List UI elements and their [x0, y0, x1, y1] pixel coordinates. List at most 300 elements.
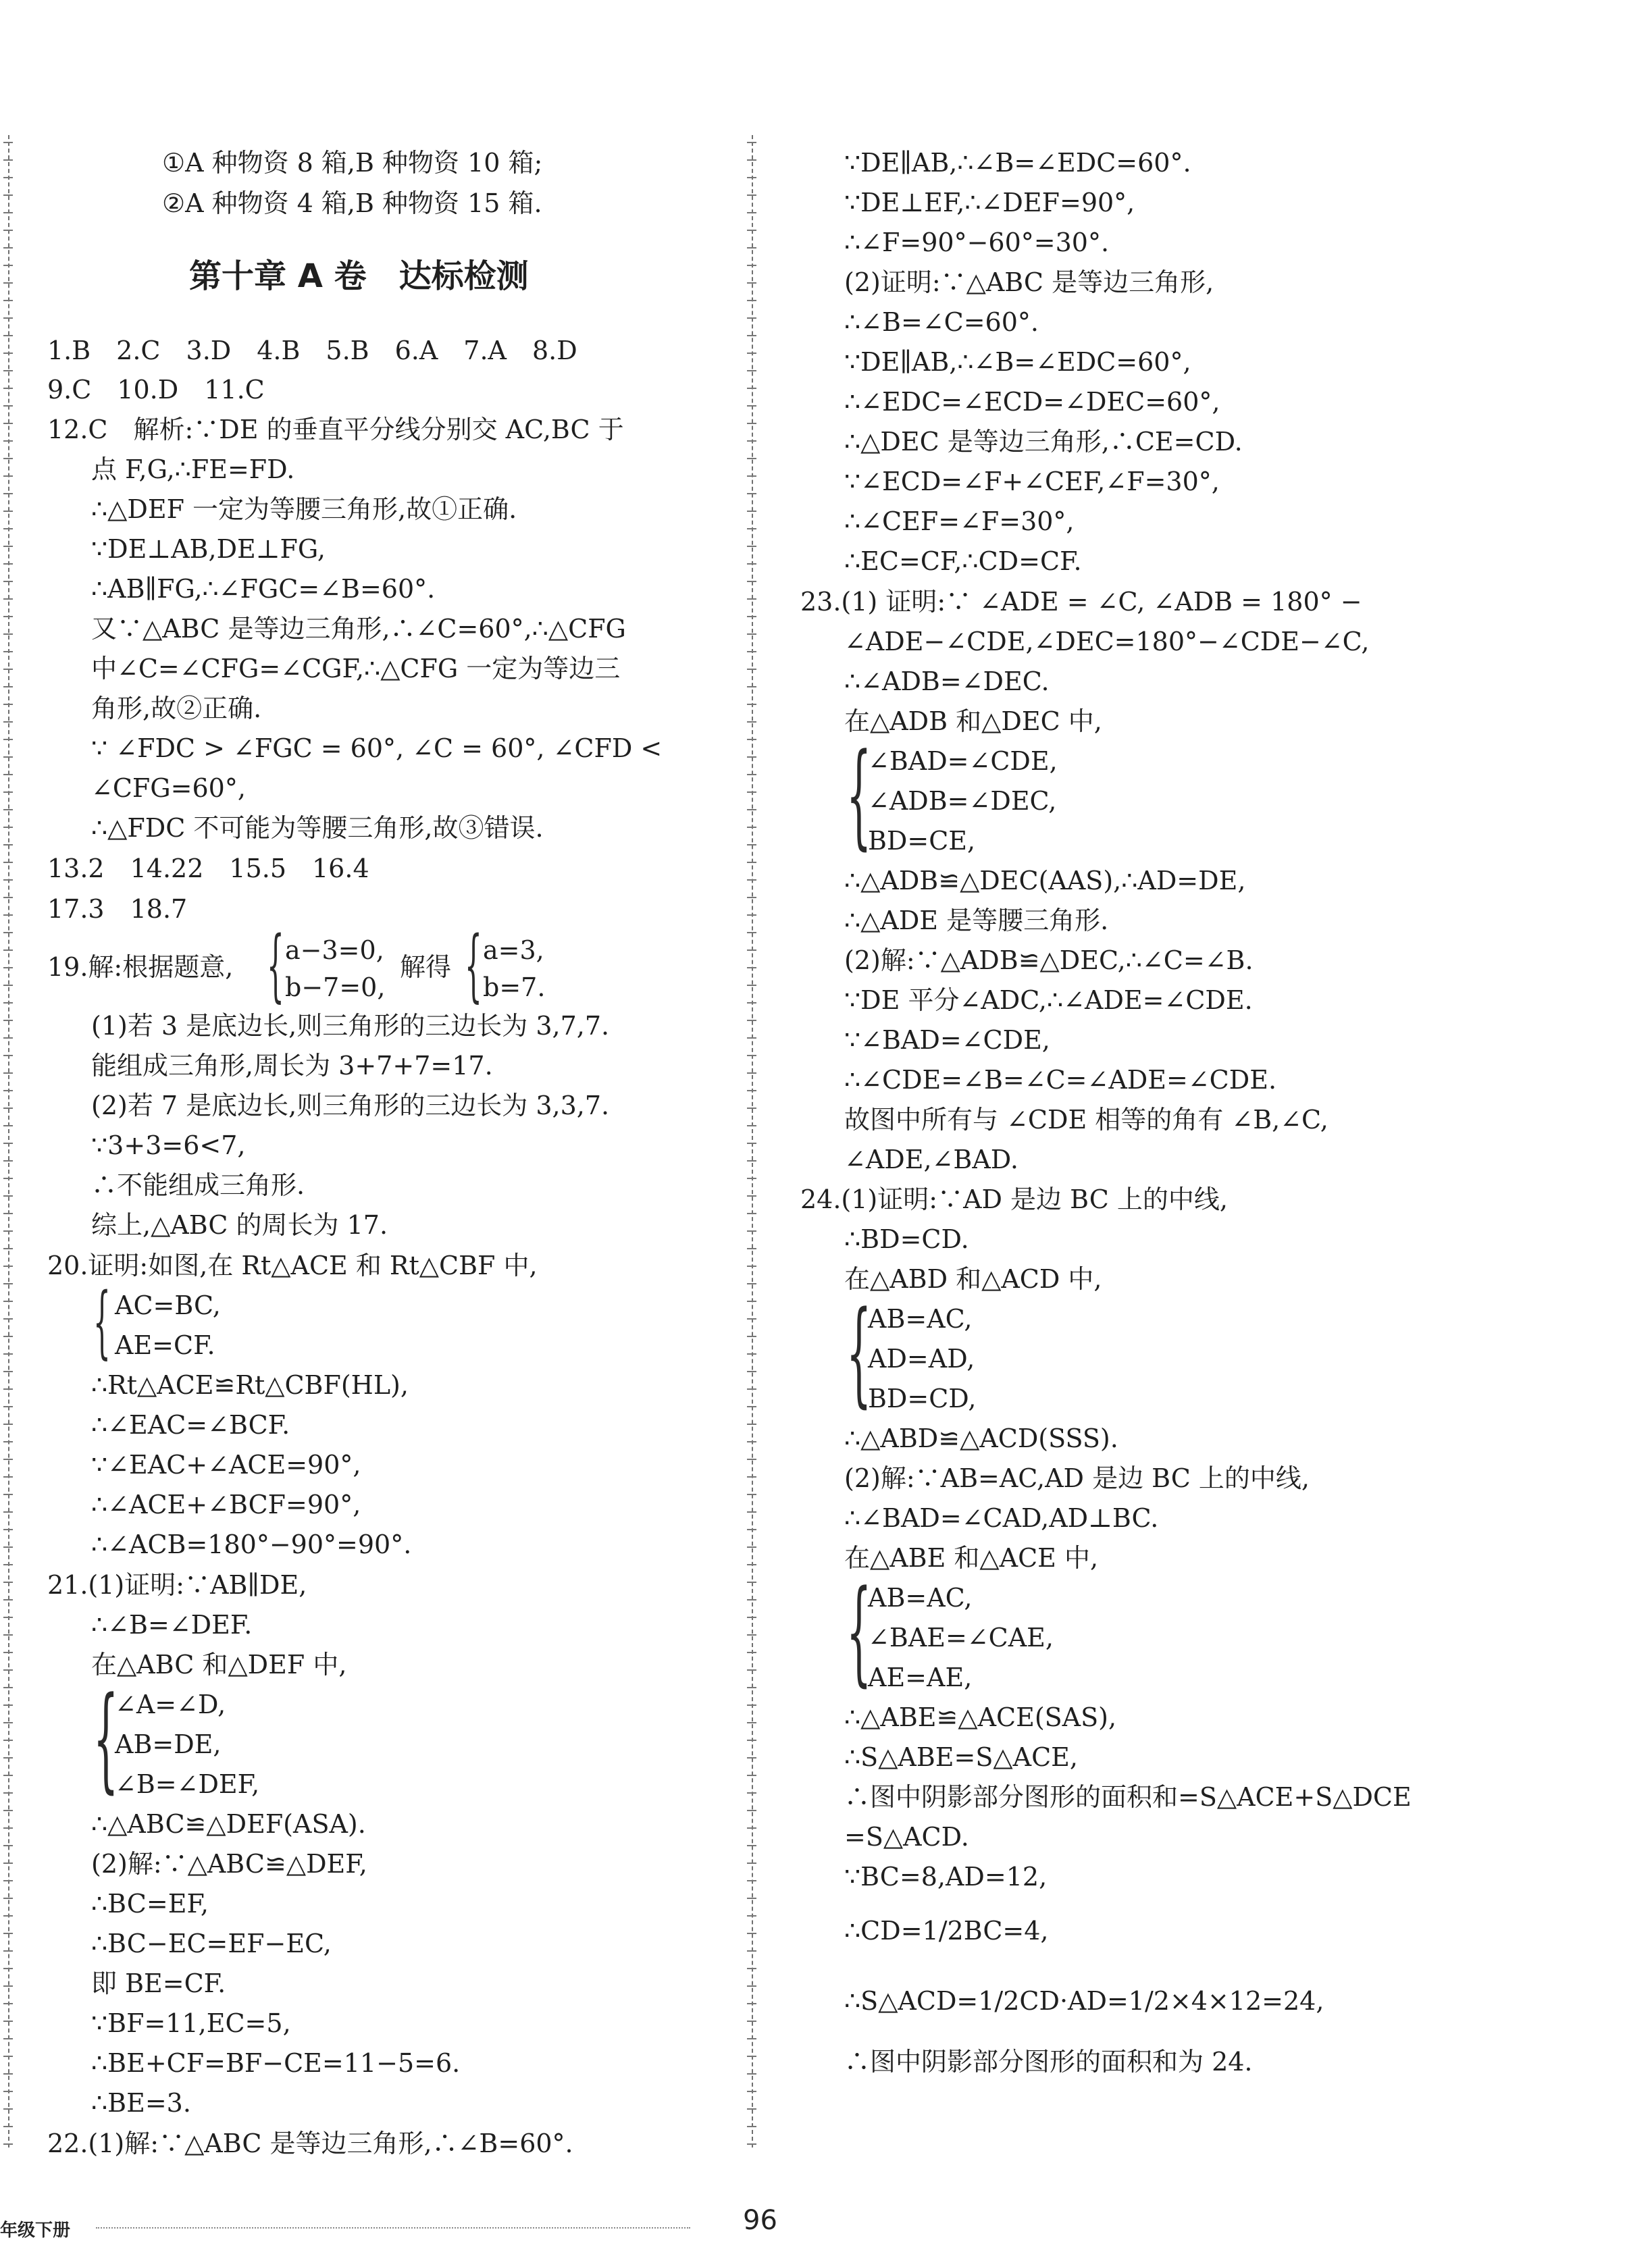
binding-tick-mark: [747, 2038, 756, 2039]
binding-tick-mark: [3, 2021, 13, 2022]
binding-tick-mark: [3, 669, 13, 670]
binding-tick-mark: [3, 1546, 13, 1548]
binding-tick-mark: [747, 1037, 756, 1039]
footer-dotted-rule: [96, 2227, 690, 2229]
binding-tick-mark: [747, 704, 756, 705]
binding-tick-mark: [747, 2003, 756, 2004]
binding-tick-mark: [3, 932, 13, 933]
system-equation: ∠BAD=∠CDE,: [868, 746, 1058, 776]
text-line: ∵∠ECD=∠F+∠CEF,∠F=30°,: [844, 467, 1220, 496]
binding-tick-mark: [747, 458, 756, 459]
binding-tick-mark: [3, 1125, 13, 1126]
binding-tick-mark: [3, 791, 13, 793]
binding-tick-mark: [747, 1757, 756, 1759]
binding-tick-mark: [3, 1459, 13, 1460]
binding-tick-mark: [747, 1459, 756, 1460]
binding-tick-mark: [747, 177, 756, 178]
binding-tick-mark: [747, 2056, 756, 2057]
text-line: 即 BE=CF.: [91, 1969, 226, 1998]
system-equation: AC=BC,: [115, 1291, 221, 1320]
system-equation: a=3,: [483, 935, 544, 965]
binding-tick-mark: [747, 1195, 756, 1197]
binding-tick-mark: [3, 1424, 13, 1425]
binding-tick-mark: [747, 159, 756, 161]
binding-tick-mark: [3, 2073, 13, 2075]
binding-tick-mark: [3, 1582, 13, 1583]
text-line: ∴△ABD≌△ACD(SSS).: [844, 1424, 1118, 1453]
binding-tick-mark: [3, 2056, 13, 2057]
binding-tick-mark: [3, 914, 13, 916]
text-line: ∴△DEF 一定为等腰三角形,故①正确.: [91, 494, 517, 524]
binding-tick-mark: [747, 423, 756, 424]
binding-tick-mark: [747, 1564, 756, 1565]
binding-tick-mark: [747, 598, 756, 600]
system-equation: ∠B=∠DEF,: [115, 1769, 260, 1799]
binding-tick-mark: [747, 827, 756, 828]
binding-tick-mark: [3, 581, 13, 582]
binding-tick-mark: [747, 1985, 756, 1987]
binding-tick-mark: [747, 616, 756, 617]
text-line: ∴△FDC 不可能为等腰三角形,故③错误.: [91, 813, 544, 843]
binding-tick-mark: [3, 1336, 13, 1337]
binding-tick-mark: [3, 1915, 13, 1917]
text-line: ∴BE=3.: [91, 2088, 191, 2118]
binding-tick-mark: [747, 142, 756, 143]
binding-tick-mark: [3, 212, 13, 213]
binding-tick-mark: [747, 879, 756, 881]
binding-tick-mark: [3, 721, 13, 723]
binding-tick-mark: [3, 528, 13, 529]
binding-tick-mark: [3, 1968, 13, 1969]
binding-tick-mark: [747, 721, 756, 723]
text-line: 1.B 2.C 3.D 4.B 5.B 6.A 7.A 8.D: [47, 336, 577, 365]
binding-tick-mark: [3, 159, 13, 161]
text-line: ∴△ABC≌△DEF(ASA).: [91, 1809, 366, 1839]
left-brace: {: [93, 1672, 119, 1804]
binding-tick-mark: [3, 1740, 13, 1741]
binding-tick-mark: [747, 1371, 756, 1372]
binding-tick-mark: [747, 1582, 756, 1583]
binding-tick-mark: [3, 1599, 13, 1600]
text-line: 在△ABD 和△ACD 中,: [844, 1264, 1102, 1294]
binding-tick-mark: [3, 1090, 13, 1091]
system-equation: BD=CE,: [868, 826, 976, 856]
binding-tick-mark: [3, 2143, 13, 2145]
binding-tick-mark: [747, 511, 756, 512]
binding-tick-mark: [747, 1248, 756, 1249]
binding-tick-mark: [3, 493, 13, 494]
binding-tick-mark: [3, 265, 13, 266]
binding-tick-mark: [3, 440, 13, 442]
binding-tick-mark: [747, 1090, 756, 1091]
text-line: 中∠C=∠CFG=∠CGF,∴△CFG 一定为等边三: [91, 654, 621, 683]
text-line: ∴△DEC 是等边三角形,∴CE=CD.: [844, 427, 1243, 457]
binding-tick-mark: [747, 1160, 756, 1162]
binding-tick-mark: [3, 1863, 13, 1864]
binding-tick-mark: [747, 1880, 756, 1881]
binding-tick-mark: [747, 862, 756, 863]
binding-tick-mark: [3, 616, 13, 617]
binding-tick-mark: [3, 598, 13, 600]
binding-tick-mark: [747, 475, 756, 477]
text-line: ∴∠EAC=∠BCF.: [91, 1410, 290, 1440]
binding-tick-mark: [747, 247, 756, 249]
binding-tick-mark: [747, 1968, 756, 1969]
binding-tick-mark: [3, 844, 13, 845]
binding-tick-mark: [747, 1687, 756, 1688]
binding-tick-mark: [747, 1546, 756, 1548]
binding-tick-mark: [747, 563, 756, 565]
binding-tick-mark: [747, 1336, 756, 1337]
binding-tick-mark: [3, 1827, 13, 1829]
binding-tick-mark: [3, 458, 13, 459]
binding-tick-mark: [3, 194, 13, 196]
text-line: 在△ADB 和△DEC 中,: [844, 706, 1102, 736]
binding-tick-mark: [747, 1740, 756, 1741]
text-line: ∵∠BAD=∠CDE,: [844, 1025, 1050, 1055]
text-line: ②A 种物资 4 箱,B 种物资 15 箱.: [162, 188, 542, 218]
binding-tick-mark: [747, 1388, 756, 1390]
binding-tick-mark: [747, 1283, 756, 1284]
text-line: 解得: [400, 952, 452, 982]
binding-tick-mark: [3, 985, 13, 986]
binding-tick-mark: [3, 1353, 13, 1355]
binding-tick-mark: [747, 1002, 756, 1004]
binding-tick-mark: [3, 827, 13, 828]
system-equation: AD=AD,: [868, 1344, 975, 1374]
text-line: (1)若 3 是底边长,则三角形的三边长为 3,7,7.: [91, 1011, 610, 1041]
binding-tick-mark: [3, 1160, 13, 1162]
page-number: 96: [743, 2205, 777, 2236]
binding-tick-mark: [3, 1511, 13, 1513]
binding-tick-mark: [747, 686, 756, 687]
binding-tick-mark: [3, 335, 13, 336]
binding-tick-mark: [747, 2108, 756, 2110]
binding-tick-mark: [3, 1371, 13, 1372]
binding-tick-mark: [3, 1055, 13, 1056]
binding-tick-mark: [3, 1476, 13, 1478]
binding-tick-mark: [3, 511, 13, 512]
binding-tick-mark: [747, 1055, 756, 1056]
binding-tick-mark: [3, 2108, 13, 2110]
text-line: ∵∠EAC+∠ACE=90°,: [91, 1450, 361, 1480]
binding-tick-mark: [3, 1213, 13, 1214]
binding-tick-mark: [747, 493, 756, 494]
binding-tick-mark: [747, 405, 756, 407]
text-line: ∴不能组成三角形.: [91, 1170, 305, 1200]
system-equation: AB=AC,: [868, 1583, 973, 1613]
binding-tick-mark: [3, 1037, 13, 1039]
text-line: ∵DE⊥EF,∴∠DEF=90°,: [844, 188, 1135, 217]
binding-tick-mark: [3, 1722, 13, 1723]
text-line: ∴BC−EC=EF−EC,: [91, 1929, 332, 1958]
binding-tick-mark: [747, 1634, 756, 1636]
binding-tick-mark: [3, 633, 13, 635]
binding-tick-mark: [3, 1564, 13, 1565]
text-line: 13.2 14.22 15.5 16.4: [47, 854, 369, 883]
binding-tick-mark: [747, 985, 756, 986]
binding-tick-mark: [3, 230, 13, 231]
binding-tick-mark: [3, 1950, 13, 1952]
left-brace: {: [93, 1276, 111, 1368]
text-line: 17.3 18.7: [47, 894, 188, 924]
binding-tick-mark: [747, 1353, 756, 1355]
text-line: 角形,故②正确.: [91, 694, 262, 723]
binding-tick-mark: [747, 1722, 756, 1723]
system-equation: AE=CF.: [115, 1330, 215, 1360]
binding-tick-mark: [747, 739, 756, 740]
text-line: 21.(1)证明:∵AB∥DE,: [47, 1570, 307, 1600]
binding-tick-mark: [747, 1652, 756, 1653]
text-line: ∠CFG=60°,: [91, 773, 246, 803]
text-line: ∵DE∥AB,∴∠B=∠EDC=60°,: [844, 347, 1191, 377]
binding-tick-mark: [747, 1617, 756, 1618]
binding-tick-mark: [747, 1424, 756, 1425]
text-line: 23.(1) 证明:∵ ∠ADE = ∠C, ∠ADB = 180° −: [800, 587, 1362, 617]
binding-tick-mark: [3, 370, 13, 371]
text-line: 24.(1)证明:∵AD 是边 BC 上的中线,: [800, 1184, 1228, 1214]
system-equation: ∠A=∠D,: [115, 1690, 226, 1719]
binding-tick-mark: [747, 1020, 756, 1021]
text-line: ∴△ADB≌△DEC(AAS),∴AD=DE,: [844, 866, 1246, 895]
text-line: ∴△ABE≌△ACE(SAS),: [844, 1702, 1117, 1732]
text-line: 9.C 10.D 11.C: [47, 375, 265, 405]
binding-tick-mark: [747, 546, 756, 547]
binding-tick-mark: [747, 1529, 756, 1530]
binding-tick-mark: [747, 932, 756, 933]
binding-tick-mark: [747, 1599, 756, 1600]
binding-tick-mark: [3, 423, 13, 424]
binding-tick-mark: [747, 1213, 756, 1214]
text-line: 故图中所有与 ∠CDE 相等的角有 ∠B,∠C,: [844, 1105, 1328, 1135]
binding-tick-mark: [3, 1687, 13, 1688]
text-line: ∴S△ACD=1/2CD·AD=1/2×4×12=24,: [844, 1986, 1324, 2016]
binding-tick-mark: [747, 2073, 756, 2075]
binding-tick-mark: [3, 1108, 13, 1109]
text-line: ∴CD=1/2BC=4,: [844, 1916, 1049, 1946]
binding-tick-mark: [3, 2126, 13, 2127]
binding-tick-mark: [747, 2021, 756, 2022]
binding-tick-mark: [747, 669, 756, 670]
binding-tick-mark: [3, 686, 13, 687]
binding-tick-mark: [3, 546, 13, 547]
binding-tick-mark: [3, 1880, 13, 1881]
binding-tick-mark: [3, 317, 13, 319]
text-line: ∠ADE−∠CDE,∠DEC=180°−∠CDE−∠C,: [844, 627, 1370, 656]
binding-tick-mark: [747, 1863, 756, 1864]
binding-tick-mark: [747, 2143, 756, 2145]
text-line: ∴∠F=90°−60°=30°.: [844, 228, 1110, 257]
binding-tick-mark: [3, 1775, 13, 1776]
binding-tick-mark: [747, 1318, 756, 1320]
left-brace: {: [465, 920, 482, 1011]
binding-tick-mark: [3, 1266, 13, 1267]
binding-tick-mark: [3, 1617, 13, 1618]
binding-tick-mark: [747, 1704, 756, 1706]
text-line: ∵BC=8,AD=12,: [844, 1862, 1048, 1892]
binding-tick-mark: [3, 247, 13, 249]
binding-tick-mark: [3, 879, 13, 881]
text-line: ∴图中阴影部分图形的面积和为 24.: [844, 2047, 1253, 2077]
text-line: (2)解:∵△ABC≌△DEF,: [91, 1849, 367, 1879]
footer-grade-label: 年级下册: [0, 2220, 71, 2241]
text-line: ∴∠CEF=∠F=30°,: [844, 506, 1075, 536]
text-line: ∴∠ACB=180°−90°=90°.: [91, 1530, 412, 1559]
binding-tick-mark: [3, 1704, 13, 1706]
left-brace: {: [267, 920, 284, 1011]
binding-tick-mark: [3, 2091, 13, 2092]
binding-tick-mark: [3, 1318, 13, 1320]
binding-tick-mark: [3, 1178, 13, 1179]
binding-tick-mark: [747, 265, 756, 266]
binding-tick-mark: [747, 2091, 756, 2092]
system-equation: AB=DE,: [115, 1729, 222, 1759]
text-line: 在△ABE 和△ACE 中,: [844, 1543, 1099, 1573]
text-line: =S△ACD.: [844, 1822, 969, 1852]
binding-tick-mark: [3, 1845, 13, 1846]
binding-tick-mark: [747, 440, 756, 442]
binding-tick-mark: [3, 1301, 13, 1302]
system-equation: ∠ADB=∠DEC,: [868, 786, 1057, 816]
binding-tick-mark: [747, 809, 756, 810]
text-line: 点 F,G,∴FE=FD.: [91, 454, 295, 484]
binding-tick-mark: [3, 142, 13, 143]
binding-tick-mark: [747, 300, 756, 301]
binding-tick-mark: [3, 1669, 13, 1671]
text-line: ∵ ∠FDC > ∠FGC = 60°, ∠C = 60°, ∠CFD <: [91, 733, 663, 763]
left-brace: {: [846, 729, 872, 861]
binding-tick-mark: [3, 1985, 13, 1987]
binding-tick-mark: [3, 1143, 13, 1144]
binding-tick-mark: [747, 633, 756, 635]
binding-tick-mark: [747, 1810, 756, 1811]
section-title: 第十章 A 卷 达标检测: [189, 257, 529, 295]
binding-tick-mark: [3, 949, 13, 951]
binding-tick-mark: [747, 1845, 756, 1846]
binding-tick-mark: [3, 1792, 13, 1794]
binding-tick-mark: [747, 1143, 756, 1144]
binding-tick-mark: [3, 1810, 13, 1811]
system-equation: BD=CD,: [868, 1384, 977, 1413]
binding-tick-mark: [747, 1827, 756, 1829]
binding-tick-mark: [3, 651, 13, 652]
binding-tick-mark: [3, 1494, 13, 1495]
text-line: ∴∠BAD=∠CAD,AD⊥BC.: [844, 1503, 1159, 1533]
binding-tick-mark: [3, 1757, 13, 1759]
binding-tick-mark: [747, 1406, 756, 1407]
text-line: ∴EC=CF,∴CD=CF.: [844, 546, 1082, 576]
binding-tick-mark: [747, 651, 756, 652]
text-line: ∵BF=11,EC=5,: [91, 2008, 291, 2038]
binding-tick-mark: [3, 300, 13, 301]
binding-tick-mark: [747, 317, 756, 319]
binding-tick-mark: [3, 967, 13, 968]
text-line: 在△ABC 和△DEF 中,: [91, 1650, 347, 1680]
binding-tick-mark: [3, 388, 13, 389]
binding-tick-mark: [3, 405, 13, 407]
binding-tick-mark: [747, 581, 756, 582]
text-line: ∵DE⊥AB,DE⊥FG,: [91, 534, 326, 564]
binding-tick-mark: [747, 2126, 756, 2127]
text-line: ∴∠EDC=∠ECD=∠DEC=60°,: [844, 387, 1220, 417]
binding-tick-mark: [747, 528, 756, 529]
system-equation: a−3=0,: [285, 935, 384, 965]
binding-tick-mark: [3, 2003, 13, 2004]
binding-tick-mark: [747, 230, 756, 231]
binding-tick-mark: [3, 1283, 13, 1284]
binding-tick-mark: [3, 177, 13, 178]
binding-tick-mark: [747, 1950, 756, 1952]
binding-tick-mark: [747, 1669, 756, 1671]
text-line: 20.证明:如图,在 Rt△ACE 和 Rt△CBF 中,: [47, 1251, 538, 1280]
binding-tick-mark: [3, 475, 13, 477]
system-equation: b=7.: [483, 972, 546, 1002]
text-line: 22.(1)解:∵△ABC 是等边三角形,∴∠B=60°.: [47, 2129, 573, 2158]
binding-tick-mark: [3, 1002, 13, 1004]
text-line: ∴BE+CF=BF−CE=11−5=6.: [91, 2048, 461, 2078]
text-line: ①A 种物资 8 箱,B 种物资 10 箱;: [162, 148, 543, 178]
text-line: ∴△ADE 是等腰三角形.: [844, 906, 1109, 935]
text-line: 12.C 解析:∵DE 的垂直平分线分别交 AC,BC 于: [47, 415, 624, 444]
text-line: ∴∠B=∠DEF.: [91, 1610, 253, 1640]
left-brace: {: [846, 1286, 872, 1419]
binding-tick-mark: [747, 1792, 756, 1794]
binding-tick-mark: [747, 844, 756, 845]
binding-tick-mark: [747, 1266, 756, 1267]
text-line: 综上,△ABC 的周长为 17.: [91, 1210, 388, 1240]
binding-tick-mark: [3, 1248, 13, 1249]
binding-tick-mark: [747, 282, 756, 284]
text-line: ∴图中阴影部分图形的面积和=S△ACE+S△DCE: [844, 1782, 1412, 1812]
binding-tick-mark: [3, 1072, 13, 1074]
binding-tick-mark: [3, 862, 13, 863]
text-line: ∵3+3=6<7,: [91, 1130, 246, 1160]
text-line: ∴∠CDE=∠B=∠C=∠ADE=∠CDE.: [844, 1065, 1277, 1095]
binding-tick-mark: [3, 1020, 13, 1021]
binding-tick-mark: [3, 774, 13, 775]
text-line: ∴∠ADB=∠DEC.: [844, 667, 1050, 696]
binding-tick-mark: [3, 739, 13, 740]
text-line: ∴Rt△ACE≌Rt△CBF(HL),: [91, 1370, 409, 1400]
text-line: (2)证明:∵△ABC 是等边三角形,: [844, 267, 1214, 297]
text-line: ∵DE∥AB,∴∠B=∠EDC=60°.: [844, 148, 1191, 178]
binding-tick-mark: [747, 194, 756, 196]
binding-tick-mark: [747, 1125, 756, 1126]
text-line: (2)解:∵△ADB≌△DEC,∴∠C=∠B.: [844, 945, 1254, 975]
binding-tick-mark: [3, 282, 13, 284]
system-equation: AE=AE,: [868, 1663, 973, 1692]
binding-tick-mark: [3, 1195, 13, 1197]
binding-tick-mark: [747, 353, 756, 354]
binding-tick-mark: [3, 756, 13, 758]
text-line: 19.解:根据题意,: [47, 952, 234, 982]
text-line: 又∵△ABC 是等边三角形,∴∠C=60°,∴△CFG: [91, 614, 626, 644]
binding-tick-mark: [3, 1406, 13, 1407]
binding-tick-mark: [747, 1230, 756, 1232]
binding-tick-mark: [747, 1476, 756, 1478]
binding-tick-mark: [3, 1441, 13, 1442]
binding-tick-mark: [747, 774, 756, 775]
binding-tick-mark: [747, 1072, 756, 1074]
text-line: ∴BC=EF,: [91, 1889, 209, 1919]
binding-tick-mark: [3, 704, 13, 705]
text-line: ∠ADE,∠BAD.: [844, 1145, 1018, 1174]
binding-tick-mark: [747, 370, 756, 371]
binding-tick-mark: [3, 1230, 13, 1232]
binding-tick-mark: [747, 388, 756, 389]
text-line: ∴AB∥FG,∴∠FGC=∠B=60°.: [91, 574, 436, 604]
binding-tick-mark: [747, 1301, 756, 1302]
